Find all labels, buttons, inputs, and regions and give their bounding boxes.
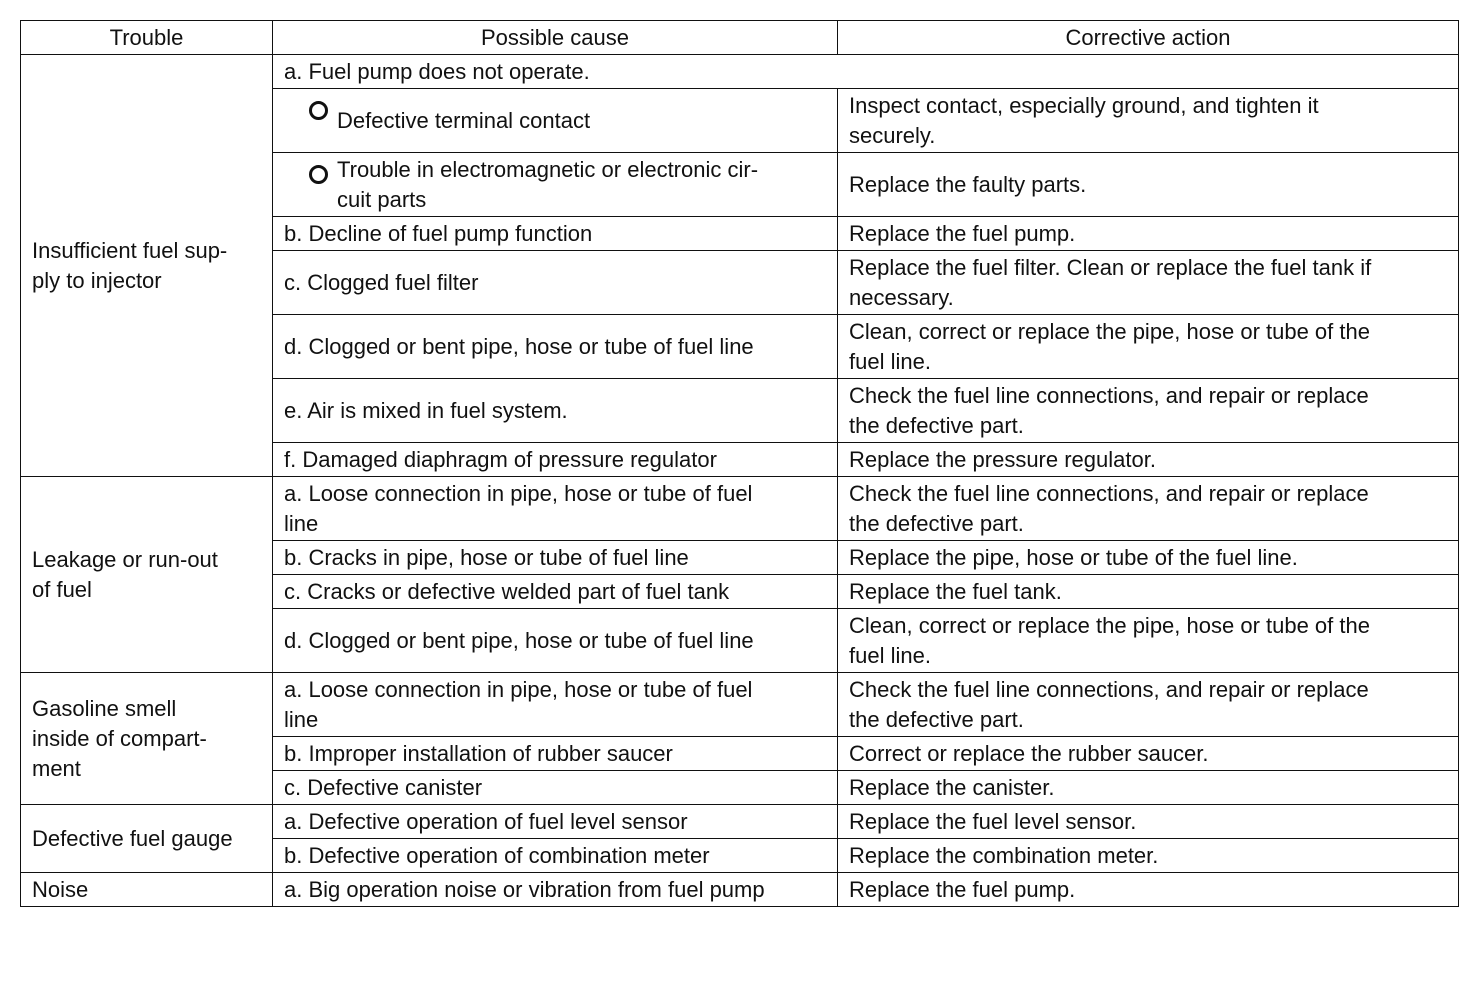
cause-line: Trouble in electromagnetic or electronic cir-: [337, 157, 759, 182]
table-row: [21, 477, 1459, 541]
action-cell: Replace the canister.: [838, 771, 1459, 805]
trouble-line: Leakage or run-out: [32, 547, 218, 572]
cause-cell: d. Clogged or bent pipe, hose or tube of fuel line: [273, 315, 838, 379]
action-cell: [838, 315, 1459, 379]
action-cell: Replace the pressure regulator.: [838, 443, 1459, 477]
action-line: Check the fuel line connections, and repair or replace: [849, 677, 1369, 702]
action-line: fuel line.: [849, 349, 931, 374]
sub-cause-cell: [273, 153, 838, 217]
header-corrective-action: Corrective action: [838, 21, 1459, 55]
trouble-cell-gasoline-smell: [21, 673, 273, 805]
cause-cell: [273, 477, 838, 541]
cause-line: a. Loose connection in pipe, hose or tube of fuel: [284, 677, 753, 702]
action-line: the defective part.: [849, 511, 1024, 536]
action-cell: [838, 379, 1459, 443]
cause-line: line: [284, 707, 319, 732]
action-line: necessary.: [849, 285, 954, 310]
circle-bullet-icon: [309, 101, 328, 120]
action-line: the defective part.: [849, 707, 1024, 732]
action-line: the defective part.: [849, 413, 1024, 438]
cause-cell: c. Clogged fuel filter: [273, 251, 838, 315]
circle-bullet-icon: [309, 165, 328, 184]
cause-cell: f. Damaged diaphragm of pressure regulator: [273, 443, 838, 477]
table-row: [21, 673, 1459, 737]
action-line: Check the fuel line connections, and repair or replace: [849, 383, 1369, 408]
cause-cell: d. Clogged or bent pipe, hose or tube of fuel line: [273, 609, 838, 673]
header-possible-cause: Possible cause: [273, 21, 838, 55]
cause-cell: b. Defective operation of combination meter: [273, 839, 838, 873]
action-cell: Correct or replace the rubber saucer.: [838, 737, 1459, 771]
action-line: Replace the fuel filter. Clean or replace the fuel tank if: [849, 255, 1372, 280]
troubleshooting-table: [20, 20, 1459, 907]
trouble-cell-noise: Noise: [21, 873, 273, 907]
cause-cell: c. Defective canister: [273, 771, 838, 805]
table-row: [21, 805, 1459, 839]
cause-cell: b. Improper installation of rubber saucer: [273, 737, 838, 771]
action-cell: Replace the fuel tank.: [838, 575, 1459, 609]
cause-cell: b. Decline of fuel pump function: [273, 217, 838, 251]
action-line: Inspect contact, especially ground, and tighten it: [849, 93, 1319, 118]
cause-line: cuit parts: [337, 187, 427, 212]
action-cell: Replace the pipe, hose or tube of the fuel line.: [838, 541, 1459, 575]
cause-cell: c. Cracks or defective welded part of fuel tank: [273, 575, 838, 609]
table-row: [21, 873, 1459, 907]
trouble-line: ply to injector: [32, 268, 162, 293]
trouble-cell-fuel-gauge: Defective fuel gauge: [21, 805, 273, 873]
cause-line: a. Loose connection in pipe, hose or tube of fuel: [284, 481, 753, 506]
action-cell: Replace the fuel pump.: [838, 873, 1459, 907]
trouble-line: inside of compart-: [32, 726, 207, 751]
trouble-cell-insufficient-fuel: [21, 55, 273, 477]
table-row: [21, 55, 1459, 89]
cause-line: Defective terminal contact: [337, 108, 591, 133]
trouble-line: Gasoline smell: [32, 696, 177, 721]
action-cell: [838, 251, 1459, 315]
cause-cell: b. Cracks in pipe, hose or tube of fuel line: [273, 541, 838, 575]
cause-cell: a. Big operation noise or vibration from fuel pump: [273, 873, 838, 907]
action-cell: Replace the fuel pump.: [838, 217, 1459, 251]
action-line: securely.: [849, 123, 936, 148]
header-trouble: Trouble: [21, 21, 273, 55]
action-cell: [838, 609, 1459, 673]
cause-heading-fuel-pump: a. Fuel pump does not operate.: [273, 55, 1459, 89]
action-line: Replace the faulty parts.: [849, 172, 1087, 197]
cause-cell: a. Defective operation of fuel level sensor: [273, 805, 838, 839]
action-cell: Replace the combination meter.: [838, 839, 1459, 873]
action-cell: [838, 153, 1459, 217]
cause-cell: e. Air is mixed in fuel system.: [273, 379, 838, 443]
cause-cell: [273, 673, 838, 737]
trouble-line: of fuel: [32, 577, 92, 602]
trouble-line: Insufficient fuel sup-: [32, 238, 228, 263]
action-line: Clean, correct or replace the pipe, hose or tube of the: [849, 319, 1370, 344]
action-line: Clean, correct or replace the pipe, hose or tube of the: [849, 613, 1370, 638]
action-line: fuel line.: [849, 643, 931, 668]
action-cell: [838, 477, 1459, 541]
header-row: [21, 21, 1459, 55]
action-line: Check the fuel line connections, and repair or replace: [849, 481, 1369, 506]
cause-line: line: [284, 511, 319, 536]
trouble-cell-leakage: [21, 477, 273, 673]
sub-cause-cell: [273, 89, 838, 153]
action-cell: [838, 89, 1459, 153]
action-cell: [838, 673, 1459, 737]
action-cell: Replace the fuel level sensor.: [838, 805, 1459, 839]
trouble-line: ment: [32, 756, 81, 781]
